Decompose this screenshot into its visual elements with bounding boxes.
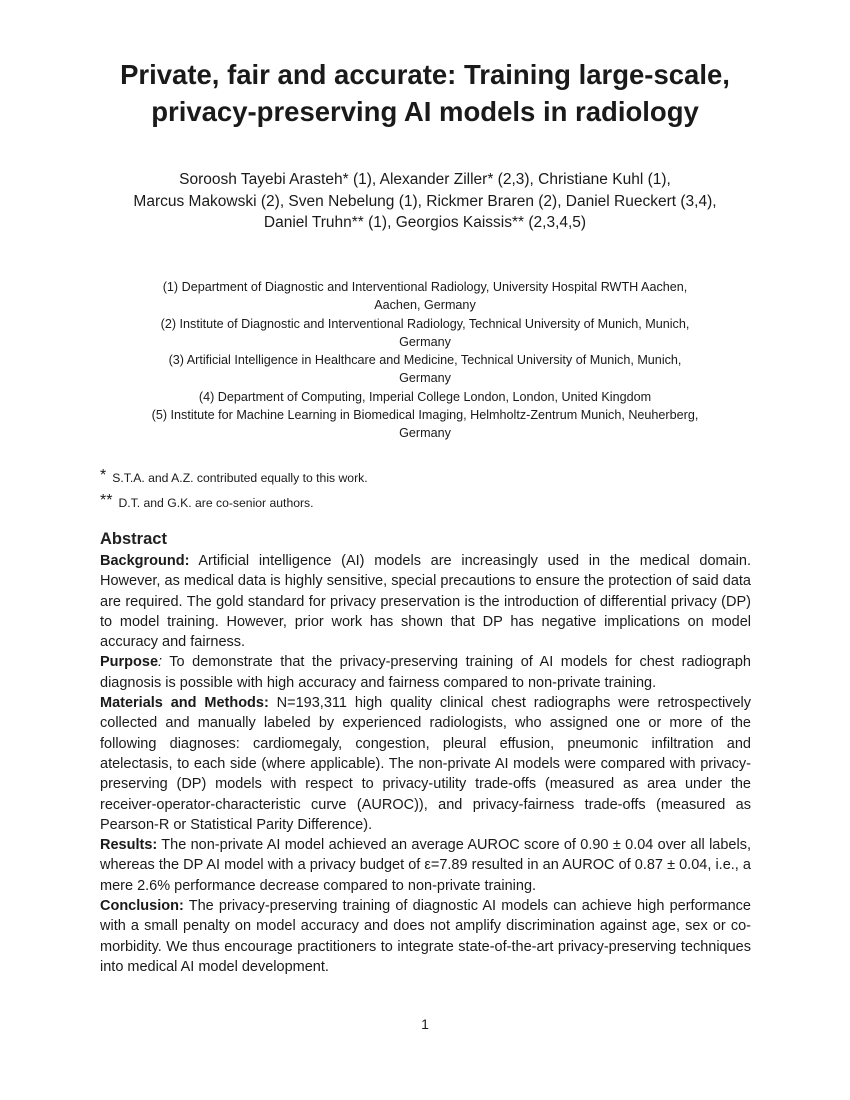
- author-line: Daniel Truhn** (1), Georgios Kaissis** (2,3,4,5): [263, 214, 587, 231]
- author-line: Marcus Makowski (2), Sven Nebelung (1), Rickmer Braren (2), Daniel Rueckert (3,4),: [133, 192, 717, 210]
- footnote-mark: **: [100, 492, 113, 509]
- footnote-text: D.T. and G.K. are co-senior authors.: [118, 496, 314, 510]
- affiliation-list: [120, 278, 730, 443]
- purpose-colon: :: [158, 654, 163, 671]
- abstract-results: [100, 835, 751, 896]
- conclusion-text: The privacy-preserving training of diagnostic AI models can achieve high performance with a small penalty on model accuracy and does not amplify discrimination against age, sex or co-morbidity. We thus encourage practitioners to integrate state-of-the-art privacy-preserving techniques into medical AI model development.: [100, 898, 751, 975]
- affiliation-line: (1) Department of Diagnostic and Interventional Radiology, University Hospital RWTH Aachen,: [162, 280, 688, 294]
- author-line: Soroosh Tayebi Arasteh* (1), Alexander Ziller* (2,3), Christiane Kuhl (1),: [179, 171, 671, 188]
- author-notes: [100, 466, 368, 516]
- affiliation-line: (2) Institute of Diagnostic and Interventional Radiology, Technical University of Munich, Munich,: [160, 316, 690, 331]
- purpose-label-text: Purpose: [100, 654, 159, 671]
- background-text: Artificial intelligence (AI) models are increasingly used in the medical domain. However, as medical data is highly sensitive, special precautions to ensure the protection of said data are required. The gold standard for privacy preservation is the introduction of differential privacy (DP) to model training. However, prior work has shown that DP has negative implications on model accuracy and fairness.: [100, 553, 751, 651]
- affiliation-line: (4) Department of Computing, Imperial College London, London, United Kingdom: [198, 389, 652, 404]
- affiliation-line: Germany: [399, 371, 451, 386]
- title-line: Private, fair and accurate: Training large-scale,: [120, 59, 730, 90]
- paper-title: [60, 56, 790, 130]
- affiliation-line: Germany: [399, 426, 451, 441]
- affiliation-line: (5) Institute for Machine Learning in Biomedical Imaging, Helmholtz-Zentrum Munich, Neuherberg,: [151, 408, 699, 423]
- methods-text: N=193,311 high quality clinical chest radiographs were retrospectively collected and manually labeled by experienced radiologists, who assigned one or more of the following diagnoses: cardiomegaly, congestion, pleural effusion, pneumonic infiltration and atelectasis, to each side (where applicable). The non-private AI models were compared with privacy-preserving (DP) models with respect to privacy-utility trade-offs (measured as area under the receiver-operator-characteristic curve (AUROC)), and privacy-fairness trade-offs (measured as Pearson-R or Statistical Parity Difference).: [100, 695, 751, 833]
- conclusion-label: Conclusion:: [100, 898, 184, 915]
- footnote-text: S.T.A. and A.Z. contributed equally to this work.: [112, 471, 368, 485]
- purpose-text: To demonstrate that the privacy-preserving training of AI models for chest radiograph diagnosis is possible with high accuracy and fairness compared to non-private training.: [100, 654, 751, 691]
- methods-label: Materials and Methods:: [100, 695, 269, 712]
- abstract-purpose: [100, 652, 751, 693]
- affiliation-line: Germany: [399, 334, 451, 349]
- results-label: Results:: [100, 837, 158, 854]
- abstract-methods: [100, 693, 751, 835]
- affiliation-line: Aachen, Germany: [374, 298, 476, 313]
- affiliation-line: (3) Artificial Intelligence in Healthcare and Medicine, Technical University of Munich, Munich,: [168, 353, 682, 368]
- results-text: The non-private AI model achieved an average AUROC score of 0.90 ± 0.04 over all labels, whereas the DP AI model with a privacy budget of ε=7.89 resulted in an AUROC of 0.87 ± 0.04, i.e., a mere 2.6% performance decrease compared to non-private training.: [100, 837, 751, 894]
- abstract-section: [100, 528, 751, 977]
- title-line: privacy-preserving AI models in radiology: [151, 96, 699, 127]
- author-list: [60, 169, 790, 234]
- purpose-label: [100, 654, 162, 670]
- page-number: 1: [421, 1016, 429, 1032]
- footnote: [100, 491, 368, 513]
- abstract-heading: Abstract: [100, 530, 167, 548]
- footnote: [100, 466, 368, 488]
- abstract-conclusion: [100, 896, 751, 977]
- background-label: Background:: [100, 553, 190, 569]
- abstract-background: [100, 551, 751, 652]
- footnote-mark: *: [100, 467, 107, 484]
